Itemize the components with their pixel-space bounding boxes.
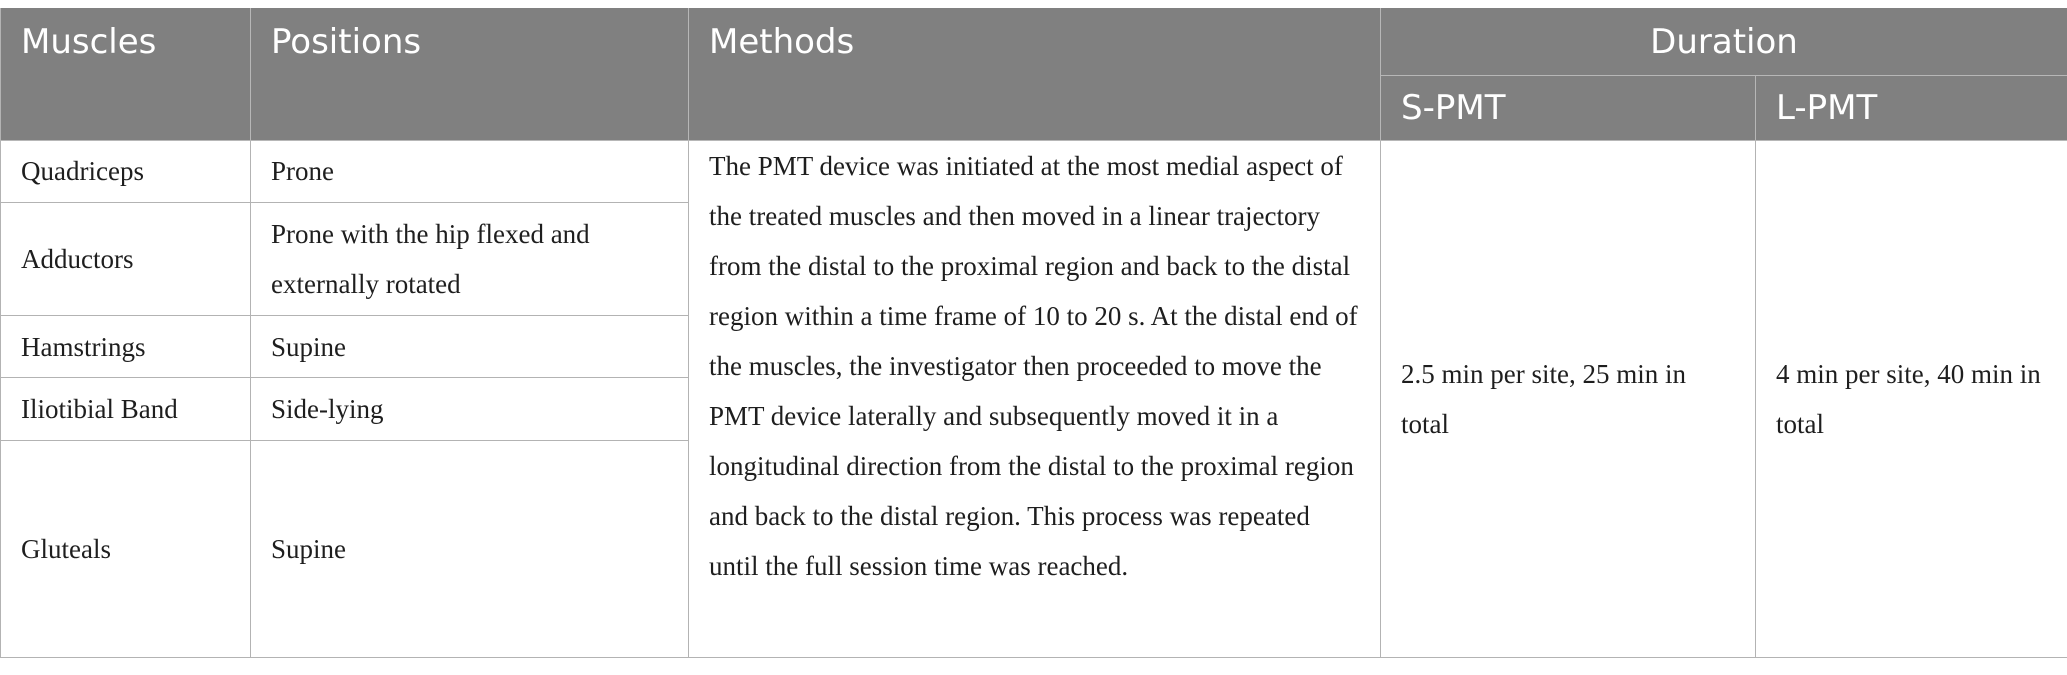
position-cell: Supine [251,316,689,378]
pmt-protocol-table [0,8,2067,658]
header-row-top [1,8,2067,76]
muscle-cell: Hamstrings [1,316,251,378]
muscle-cell: Gluteals [1,441,251,658]
header-muscles: Muscles [1,8,251,141]
muscle-cell: Adductors [1,202,251,316]
header-s-pmt: S-PMT [1381,76,1756,141]
header-positions: Positions [251,8,689,141]
position-cell: Side-lying [251,378,689,441]
position-cell: Supine [251,441,689,658]
position-cell: Prone with the hip flexed and externally rotated [251,202,689,316]
position-cell: Prone [251,141,689,203]
table-row [1,141,2067,203]
methods-cell: The PMT device was initiated at the most medial aspect of the treated muscles and then moved in a linear trajectory from the distal to the proximal region and back to the distal region within a time frame of 10 to 20 s. At the distal end of the muscles, the investigator then proceeded to move the PMT device laterally and subsequently moved it in a longitudinal direction from the distal to the proximal region and back to the distal region. This process was repeated until the full session time was reached. [689,141,1381,658]
s-pmt-duration-cell: 2.5 min per site, 25 min in total [1381,141,1756,658]
header-methods: Methods [689,8,1381,141]
l-pmt-duration-cell: 4 min per site, 40 min in total [1756,141,2067,658]
muscle-cell: Quadriceps [1,141,251,203]
header-l-pmt: L-PMT [1756,76,2067,141]
muscle-cell: Iliotibial Band [1,378,251,441]
header-duration: Duration [1381,8,2067,76]
